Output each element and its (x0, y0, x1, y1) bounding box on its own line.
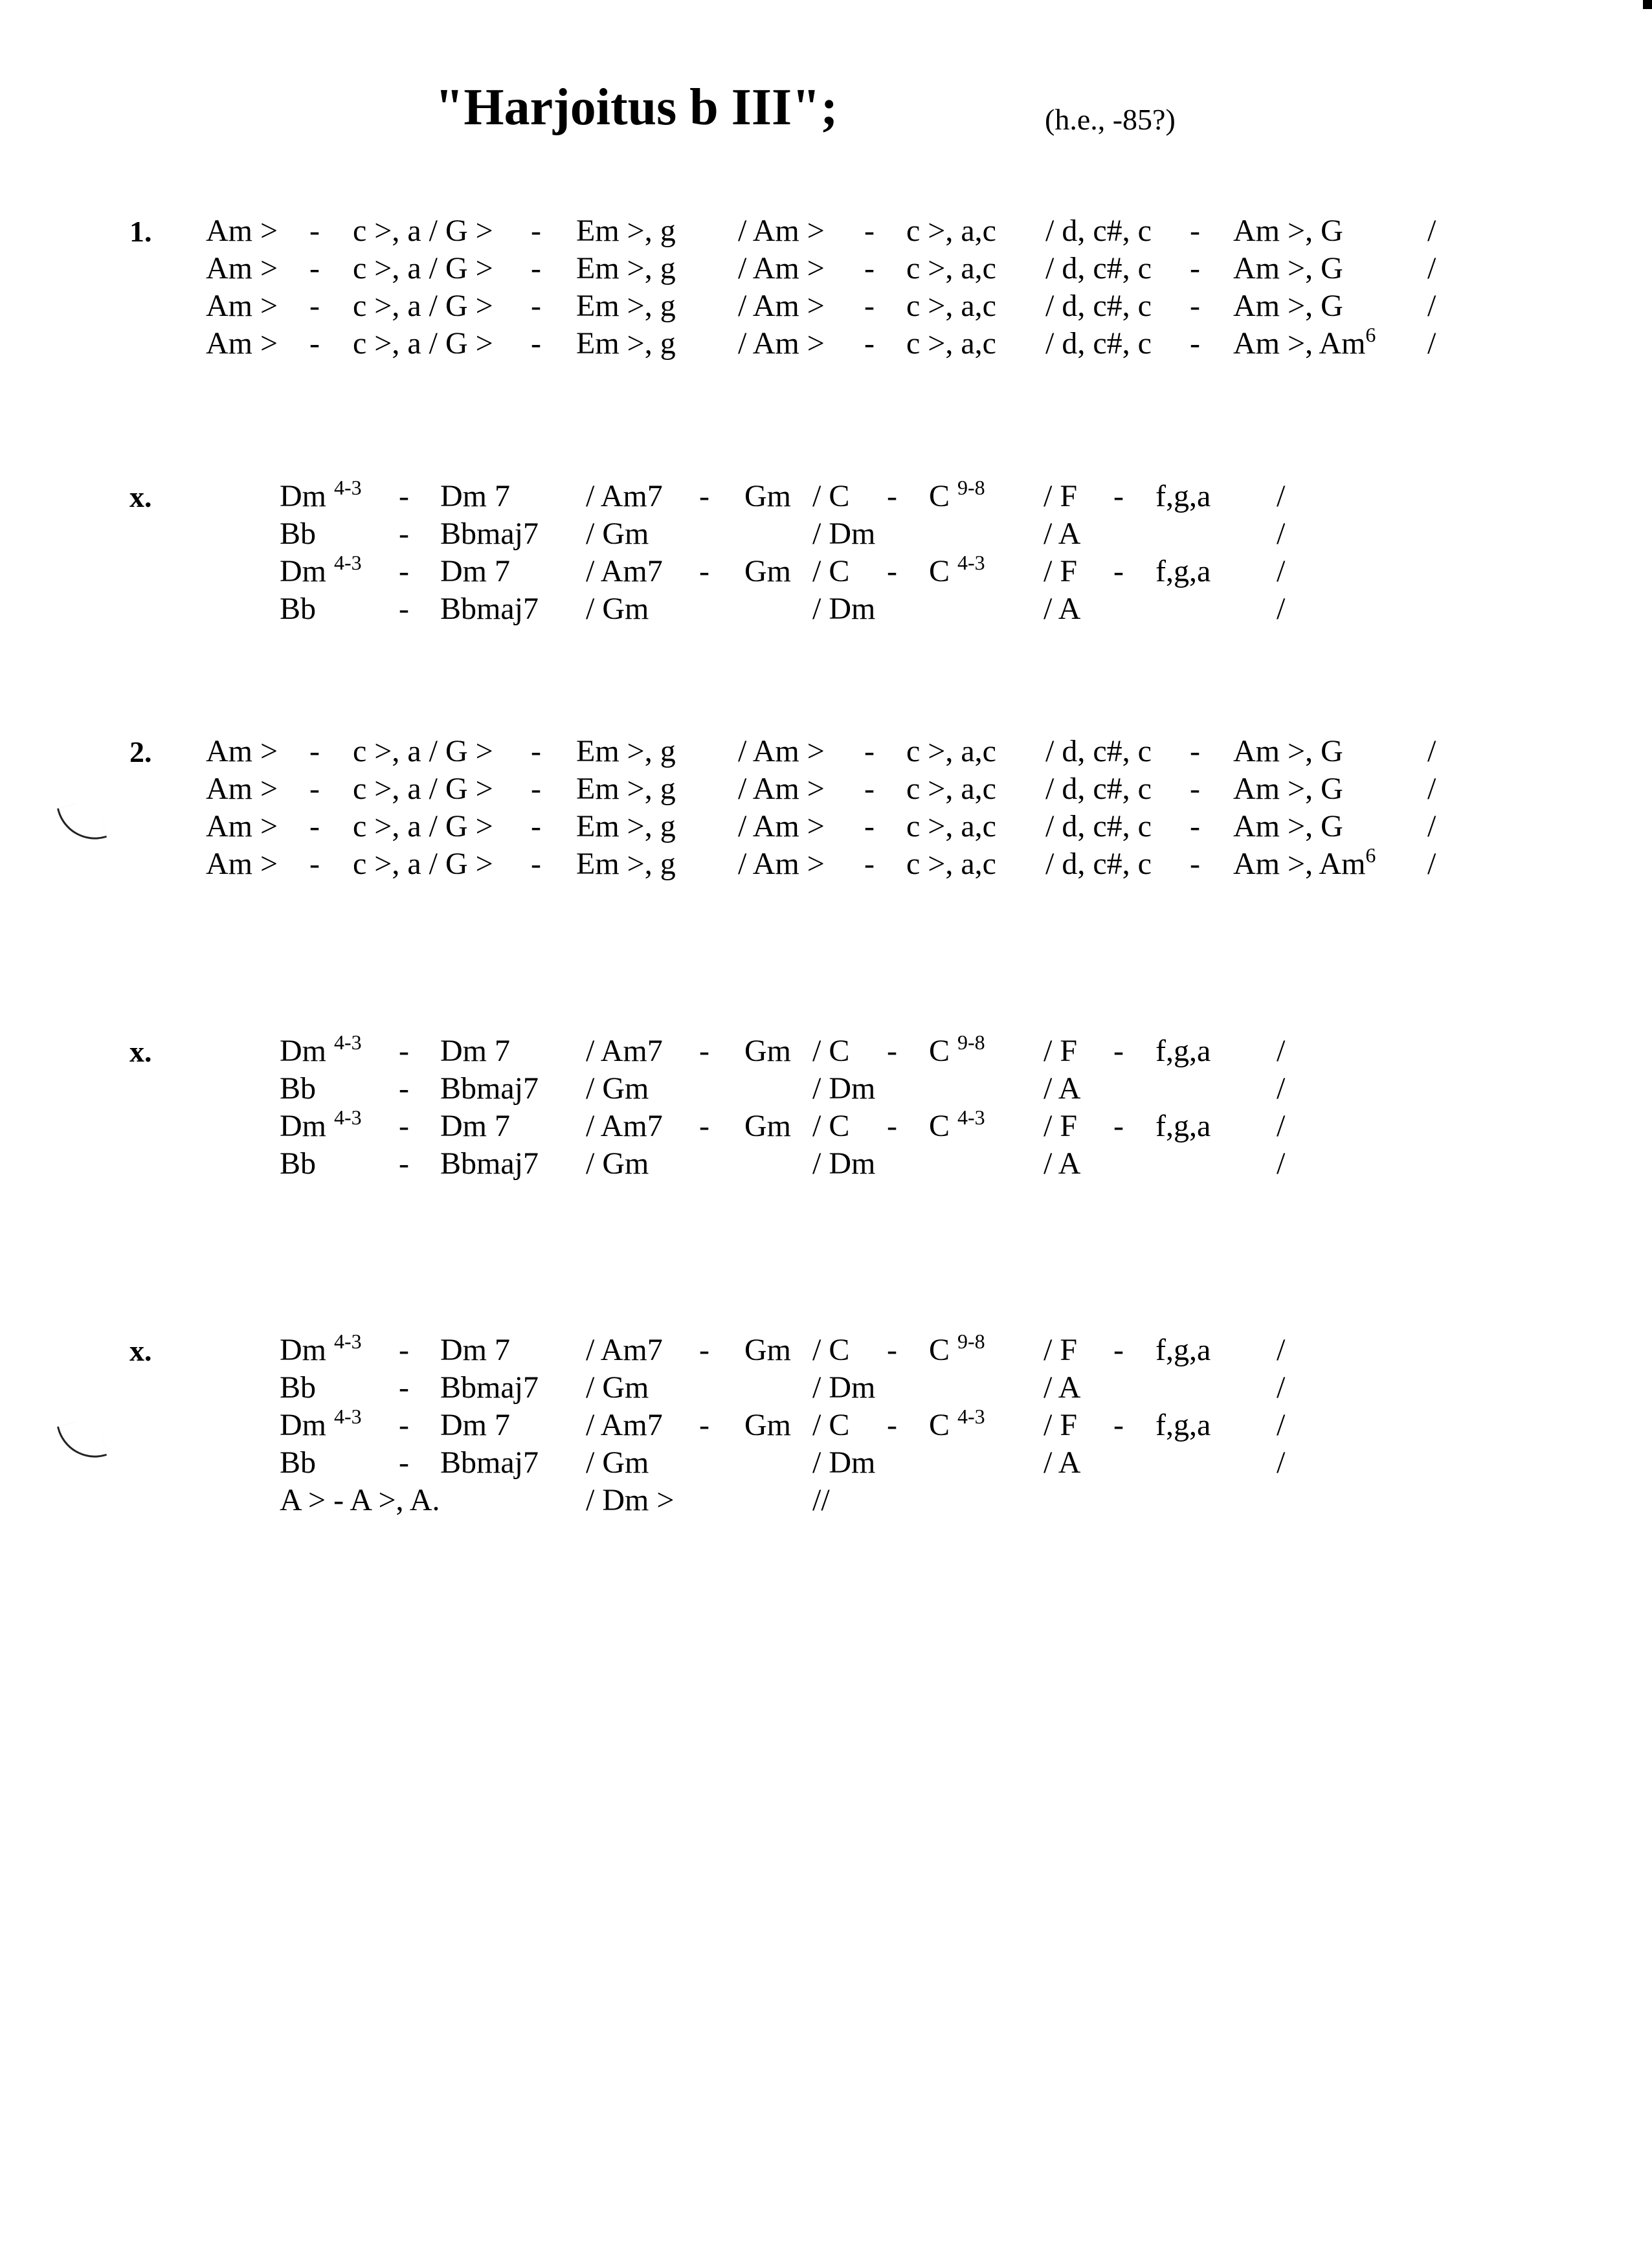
chord-cell: - (887, 1408, 897, 1442)
chord-cell: Dm $^{4-3}$ (280, 1405, 362, 1442)
chord-cell: / Dm (812, 592, 876, 626)
chord-cell: A > - A >, A. (280, 1483, 440, 1517)
chord-cell: Em >, g (576, 326, 676, 361)
chord-cell: - (399, 1370, 409, 1405)
chord-cell: - (1190, 214, 1200, 248)
chord-cell: Em >, g (576, 734, 676, 768)
chord-cell: / C (812, 1333, 850, 1367)
chord-cell: c >, a,c (906, 251, 996, 285)
chord-cell: / (1277, 592, 1286, 626)
chord-cell: / A (1044, 517, 1081, 551)
chord-cell: - (309, 734, 320, 768)
chord-superscript: 9-8 (957, 1330, 985, 1354)
chord-cell: / (1277, 479, 1286, 513)
chord-cell: - (1113, 1333, 1124, 1367)
chord-cell: f,g,a (1155, 554, 1211, 588)
chord-cell: Am > (206, 734, 278, 768)
chord-cell: / Am7 (586, 1333, 663, 1367)
chord-cell: - (699, 1408, 709, 1442)
chord-cell: / Am > (738, 734, 825, 768)
chord-cell: - (531, 251, 541, 285)
chord-cell: / Gm (586, 592, 649, 626)
chord-cell: - (864, 734, 875, 768)
chord-cell: c >, a,c (906, 809, 996, 843)
chord-cell: / (1277, 1333, 1286, 1367)
section-label: x. (129, 1035, 152, 1068)
chord-cell: - (531, 326, 541, 361)
chord-cell: Am >, G (1233, 251, 1343, 285)
punch-hole-mark (57, 798, 107, 848)
chord-superscript: 4-3 (334, 1031, 362, 1054)
chord-cell: / Dm (812, 1445, 876, 1480)
chord-cell: f,g,a (1155, 1333, 1211, 1367)
chord-cell: Gm (744, 1109, 791, 1143)
chord-cell: - (864, 809, 875, 843)
chord-cell: / F (1044, 1109, 1078, 1143)
chord-cell: / C (812, 1034, 850, 1068)
chord-cell: / Am7 (586, 479, 663, 513)
chord-cell: Gm (744, 1034, 791, 1068)
chord-cell: Dm 7 (440, 479, 510, 513)
chord-cell: / Am > (738, 847, 825, 881)
chord-cell: / Am > (738, 214, 825, 248)
chord-cell: - (399, 1333, 409, 1367)
chord-cell: / Dm (812, 517, 876, 551)
chord-cell: Am > (206, 214, 278, 248)
chord-cell: / (1427, 326, 1436, 361)
chord-cell: - (699, 1333, 709, 1367)
chord-cell: / C (812, 554, 850, 588)
chord-cell: / (1277, 1071, 1286, 1106)
chord-cell: Gm (744, 1408, 791, 1442)
chord-cell: - (309, 251, 320, 285)
chord-cell: c >, a,c (906, 214, 996, 248)
chord-cell: - (399, 1109, 409, 1143)
section-label: x. (129, 1334, 152, 1367)
chord-cell: f,g,a (1155, 1408, 1211, 1442)
chord-cell: Bbmaj7 (440, 1445, 539, 1480)
chord-cell: / F (1044, 1034, 1078, 1068)
chord-superscript: 4-3 (334, 476, 362, 500)
chord-cell: / F (1044, 1408, 1078, 1442)
chord-cell: Gm (744, 554, 791, 588)
punch-hole-mark (57, 1416, 107, 1466)
chord-cell: / (1427, 847, 1436, 881)
chord-cell: - (699, 554, 709, 588)
chord-cell: Am >, Am$^6$ (1233, 843, 1376, 881)
chord-cell: c >, a / G > (353, 847, 493, 881)
chord-cell: - (309, 809, 320, 843)
chord-cell: / C (812, 1109, 850, 1143)
chord-cell: - (309, 772, 320, 806)
chord-cell: - (1190, 809, 1200, 843)
chord-cell: - (1190, 289, 1200, 323)
chord-cell: Gm (744, 1333, 791, 1367)
chord-cell: C $^{9-8}$ (929, 476, 985, 513)
chord-cell: / d, c#, c (1045, 326, 1152, 361)
chord-cell: Am >, Am$^6$ (1233, 323, 1376, 361)
chord-cell: - (531, 809, 541, 843)
chord-cell: - (309, 326, 320, 361)
chord-cell: - (699, 1034, 709, 1068)
chord-superscript: 4-3 (957, 551, 985, 575)
chord-superscript: 4-3 (334, 551, 362, 575)
chord-cell: / (1427, 251, 1436, 285)
chord-cell: Bb (280, 1370, 317, 1405)
chord-cell: C $^{4-3}$ (929, 551, 985, 588)
chord-cell: c >, a / G > (353, 809, 493, 843)
chord-cell: / Gm (586, 1445, 649, 1480)
chord-cell: / (1427, 772, 1436, 806)
chord-cell: - (531, 289, 541, 323)
chord-cell: Bbmaj7 (440, 592, 539, 626)
chord-cell: - (531, 847, 541, 881)
chord-cell: Bbmaj7 (440, 1146, 539, 1181)
chord-cell: / A (1044, 592, 1081, 626)
chord-cell: / F (1044, 1333, 1078, 1367)
chord-cell: Em >, g (576, 214, 676, 248)
chord-cell: / (1277, 517, 1286, 551)
chord-cell: / C (812, 1408, 850, 1442)
chord-cell: c >, a,c (906, 847, 996, 881)
chord-cell: C $^{9-8}$ (929, 1330, 985, 1367)
chord-superscript: 9-8 (957, 1031, 985, 1054)
chord-cell: - (399, 1408, 409, 1442)
chord-superscript: 4-3 (957, 1405, 985, 1429)
chord-cell: Dm $^{4-3}$ (280, 551, 362, 588)
chord-cell: // (812, 1483, 830, 1517)
chord-cell: Am >, G (1233, 734, 1343, 768)
chord-cell: Em >, g (576, 847, 676, 881)
chord-cell: c >, a / G > (353, 289, 493, 323)
chord-cell: - (887, 1109, 897, 1143)
chord-cell: - (399, 1071, 409, 1106)
chord-cell: - (699, 1109, 709, 1143)
chord-cell: / (1277, 1445, 1286, 1480)
chord-superscript: 6 (1365, 323, 1376, 347)
chord-cell: / Am7 (586, 1034, 663, 1068)
chord-cell: / d, c#, c (1045, 734, 1152, 768)
chord-cell: - (1190, 326, 1200, 361)
chord-cell: / F (1044, 479, 1078, 513)
chord-cell: Am > (206, 251, 278, 285)
chord-cell: - (864, 326, 875, 361)
chord-cell: - (864, 214, 875, 248)
chord-cell: - (531, 214, 541, 248)
date-note: (h.e., -85?) (1045, 103, 1176, 136)
chord-cell: - (1190, 847, 1200, 881)
chord-cell: Am >, G (1233, 772, 1343, 806)
chord-cell: Dm 7 (440, 1408, 510, 1442)
chord-cell: Am > (206, 772, 278, 806)
document-title: "Harjoitus b III"; (435, 79, 838, 136)
chord-cell: / Gm (586, 1370, 649, 1405)
chord-cell: - (1190, 772, 1200, 806)
chord-cell: Dm 7 (440, 1109, 510, 1143)
chord-cell: Am > (206, 326, 278, 361)
chord-cell: / (1277, 1370, 1286, 1405)
chord-cell: / d, c#, c (1045, 251, 1152, 285)
chord-cell: Dm 7 (440, 554, 510, 588)
chord-cell: c >, a / G > (353, 734, 493, 768)
chord-superscript: 4-3 (334, 1330, 362, 1354)
chord-cell: Dm 7 (440, 1333, 510, 1367)
chord-cell: Dm $^{4-3}$ (280, 1031, 362, 1068)
chord-cell: - (887, 554, 897, 588)
chord-cell: - (699, 479, 709, 513)
chord-cell: - (1113, 1109, 1124, 1143)
chord-cell: / (1277, 554, 1286, 588)
chord-cell: c >, a / G > (353, 251, 493, 285)
chord-cell: Gm (744, 479, 791, 513)
chord-cell: Dm $^{4-3}$ (280, 1106, 362, 1143)
section-label: 2. (129, 735, 152, 768)
chord-cell: Bb (280, 1445, 317, 1480)
chord-cell: / Gm (586, 517, 649, 551)
chord-cell: Em >, g (576, 809, 676, 843)
chord-cell: / d, c#, c (1045, 772, 1152, 806)
chord-cell: / Dm (812, 1370, 876, 1405)
chord-cell: f,g,a (1155, 1034, 1211, 1068)
chord-cell: Dm $^{4-3}$ (280, 1330, 362, 1367)
chord-cell: Em >, g (576, 772, 676, 806)
chord-cell: - (309, 289, 320, 323)
chord-cell: / Am > (738, 289, 825, 323)
chord-cell: - (399, 1034, 409, 1068)
chord-cell: / d, c#, c (1045, 847, 1152, 881)
chord-cell: / Gm (586, 1146, 649, 1181)
chord-superscript: 9-8 (957, 476, 985, 500)
chord-cell: - (1113, 1034, 1124, 1068)
chord-cell: / A (1044, 1445, 1081, 1480)
chord-superscript: 4-3 (957, 1106, 985, 1130)
section-label: 1. (129, 215, 152, 248)
chord-cell: Am > (206, 847, 278, 881)
chord-cell: - (399, 1445, 409, 1480)
chord-cell: - (399, 554, 409, 588)
chord-cell: c >, a / G > (353, 772, 493, 806)
chord-cell: / Am > (738, 772, 825, 806)
chord-cell: / Am7 (586, 1109, 663, 1143)
chord-superscript: 4-3 (334, 1106, 362, 1130)
chord-cell: - (864, 289, 875, 323)
chord-cell: c >, a / G > (353, 326, 493, 361)
chord-cell: / Dm > (586, 1483, 675, 1517)
chord-cell: f,g,a (1155, 479, 1211, 513)
chord-cell: - (309, 214, 320, 248)
chord-cell: c >, a,c (906, 772, 996, 806)
chord-cell: / Dm (812, 1071, 876, 1106)
chord-cell: / C (812, 479, 850, 513)
section-label: x. (129, 480, 152, 513)
chord-cell: / Gm (586, 1071, 649, 1106)
chord-cell: - (1113, 1408, 1124, 1442)
chord-cell: c >, a / G > (353, 214, 493, 248)
chord-cell: Am > (206, 289, 278, 323)
chord-cell: - (531, 734, 541, 768)
chord-cell: - (399, 592, 409, 626)
chord-cell: - (887, 479, 897, 513)
chord-cell: / A (1044, 1370, 1081, 1405)
chord-cell: / Am > (738, 251, 825, 285)
chord-cell: / Am > (738, 809, 825, 843)
chord-cell: / (1277, 1109, 1286, 1143)
chord-cell: - (864, 772, 875, 806)
chord-superscript: 6 (1365, 843, 1376, 867)
chord-cell: - (864, 847, 875, 881)
chord-cell: / d, c#, c (1045, 214, 1152, 248)
chord-cell: Am >, G (1233, 214, 1343, 248)
chord-cell: Bbmaj7 (440, 1071, 539, 1106)
chord-cell: / (1277, 1034, 1286, 1068)
chord-cell: / F (1044, 554, 1078, 588)
chord-cell: - (864, 251, 875, 285)
chord-cell: c >, a,c (906, 326, 996, 361)
chord-cell: / Am > (738, 326, 825, 361)
chord-cell: - (399, 479, 409, 513)
chord-cell: Bbmaj7 (440, 517, 539, 551)
chord-cell: Bb (280, 517, 317, 551)
chord-cell: - (399, 517, 409, 551)
chord-cell: / Dm (812, 1146, 876, 1181)
chord-cell: / (1427, 214, 1436, 248)
chord-cell: Em >, g (576, 251, 676, 285)
scan-edge-mark (1643, 0, 1652, 9)
chord-cell: / A (1044, 1146, 1081, 1181)
chord-cell: - (1190, 251, 1200, 285)
chord-cell: Em >, g (576, 289, 676, 323)
chord-cell: / A (1044, 1071, 1081, 1106)
chord-cell: C $^{4-3}$ (929, 1405, 985, 1442)
chord-cell: Am >, G (1233, 809, 1343, 843)
chord-cell: Bbmaj7 (440, 1370, 539, 1405)
chord-cell: Bb (280, 592, 317, 626)
chord-superscript: 4-3 (334, 1405, 362, 1429)
chord-cell: / (1427, 289, 1436, 323)
chord-cell: / (1427, 809, 1436, 843)
chord-cell: Dm 7 (440, 1034, 510, 1068)
chord-cell: - (887, 1034, 897, 1068)
chord-cell: / (1277, 1146, 1286, 1181)
chord-cell: / (1277, 1408, 1286, 1442)
chord-cell: - (1190, 734, 1200, 768)
chord-cell: / (1427, 734, 1436, 768)
chord-cell: c >, a,c (906, 734, 996, 768)
chord-cell: / Am7 (586, 554, 663, 588)
chord-cell: Bb (280, 1146, 317, 1181)
chord-cell: / d, c#, c (1045, 289, 1152, 323)
chord-cell: Am >, G (1233, 289, 1343, 323)
chord-cell: Dm $^{4-3}$ (280, 476, 362, 513)
chord-cell: Am > (206, 809, 278, 843)
chord-cell: c >, a,c (906, 289, 996, 323)
chord-cell: - (309, 847, 320, 881)
chord-cell: - (531, 772, 541, 806)
chord-cell: - (1113, 479, 1124, 513)
chord-cell: / Am7 (586, 1408, 663, 1442)
chord-cell: - (1113, 554, 1124, 588)
chord-cell: - (399, 1146, 409, 1181)
chord-cell: - (887, 1333, 897, 1367)
chord-cell: C $^{9-8}$ (929, 1031, 985, 1068)
chord-cell: / d, c#, c (1045, 809, 1152, 843)
chord-cell: f,g,a (1155, 1109, 1211, 1143)
chord-cell: Bb (280, 1071, 317, 1106)
chord-cell: C $^{4-3}$ (929, 1106, 985, 1143)
